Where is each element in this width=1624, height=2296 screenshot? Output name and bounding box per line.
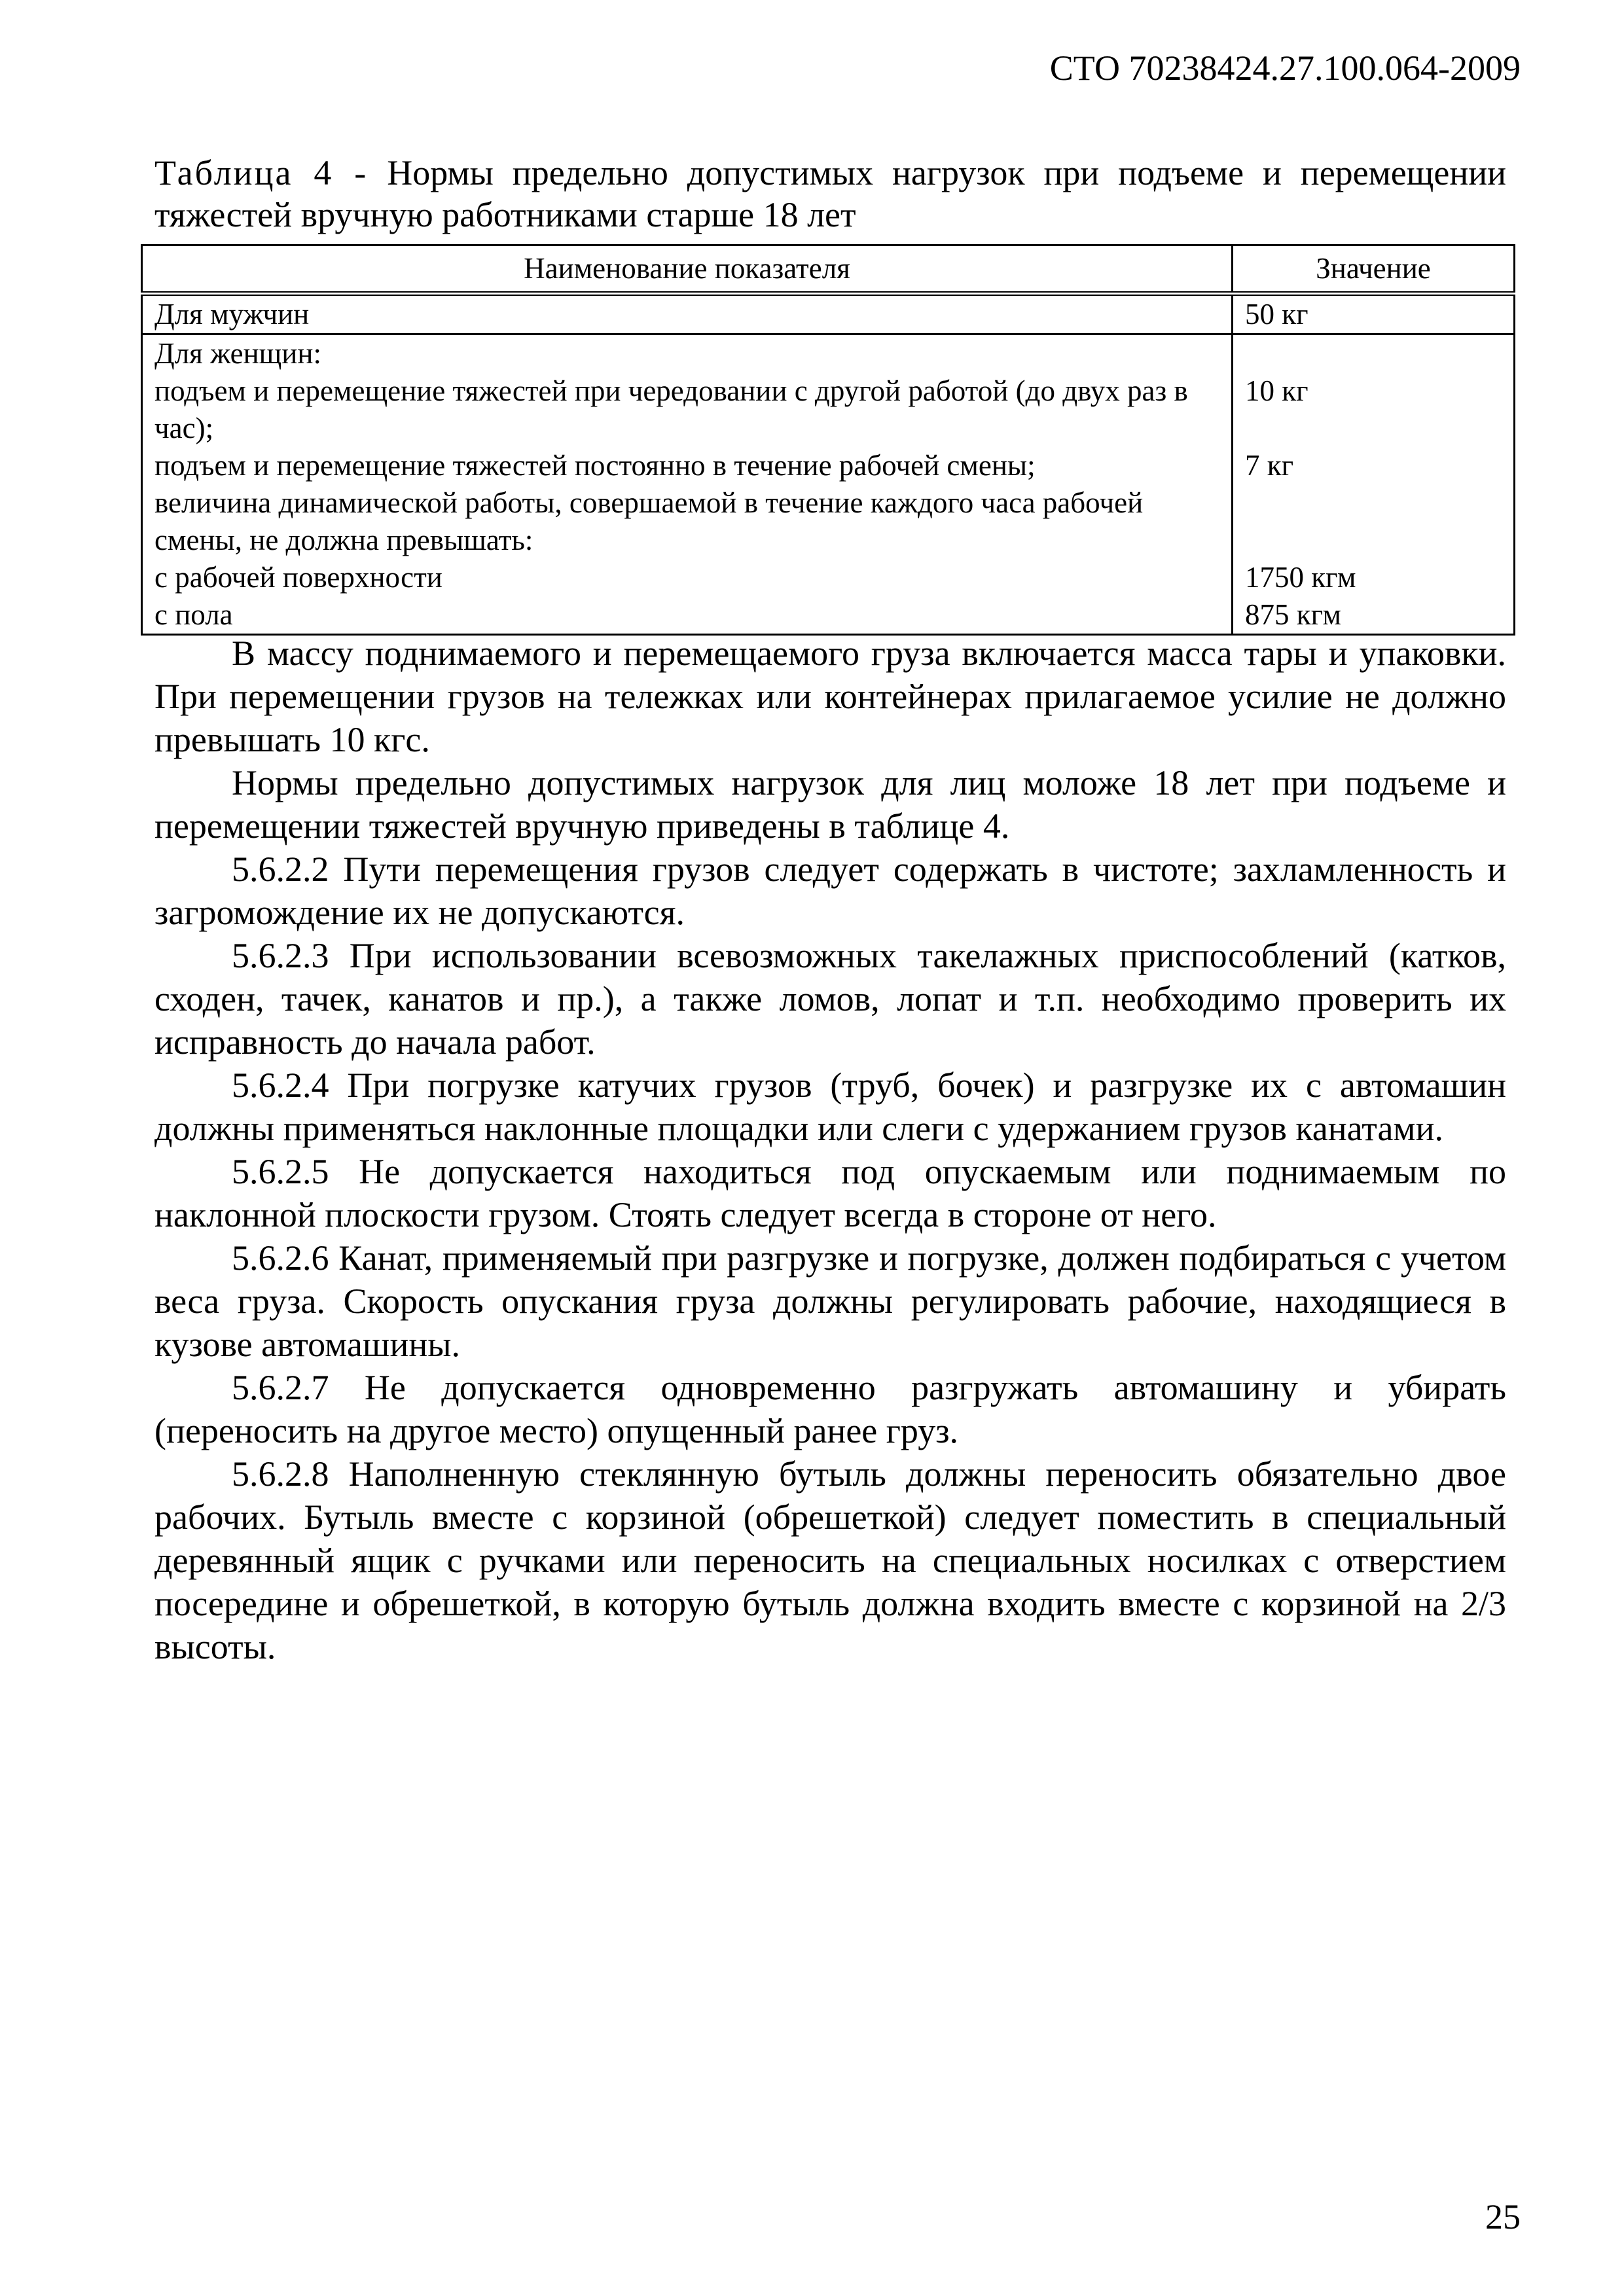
document-header: СТО 70238424.27.100.064-2009: [1049, 48, 1521, 88]
paragraph-5-6-2-6: 5.6.2.6 Канат, применяемый при разгрузке и погрузке, должен подбираться с учетом веса груза. Скорость опускания груза должны регулировать рабочие, находящиеся в кузове автомашины.: [154, 1238, 1506, 1364]
women-constant-text: подъем и перемещение тяжестей постоянно в течение рабочей смены;: [154, 449, 1036, 482]
paragraph-5-6-2-2: 5.6.2.2 Пути перемещения грузов следует содержать в чистоте; захламленность и загромождение их не допускаются.: [154, 850, 1506, 932]
women-indicators: [142, 334, 1233, 635]
men-value: 50 кг: [1233, 294, 1515, 334]
column-header-indicator: Наименование показателя: [142, 245, 1233, 294]
women-label: Для женщин:: [154, 337, 321, 370]
paragraph-under-18-norms: Нормы предельно допустимых нагрузок для лиц моложе 18 лет при подъеме и перемещении тяжестей вручную приведены в таблице 4.: [154, 763, 1506, 846]
women-floor-text: с пола: [154, 598, 233, 631]
paragraph-5-6-2-3: 5.6.2.3 При использовании всевозможных такелажных приспособлений (катков, сходен, тачек, канатов и пр.), а также ломов, лопат и т.п. необходимо проверить их исправность до начала работ.: [154, 936, 1506, 1062]
paragraph-5-6-2-5: 5.6.2.5 Не допускается находиться под опускаемым или поднимаемым по наклонной плоскости грузом. Стоять следует всегда в стороне от него.: [154, 1152, 1506, 1234]
women-alternating-value: 10 кг: [1245, 374, 1308, 407]
paragraph-cargo-mass: В массу поднимаемого и перемещаемого груза включается масса тары и упаковки. При перемещении грузов на тележках или контейнерах прилагаемое усилие не должно превышать 10 кгс.: [154, 634, 1506, 759]
spacer: [1245, 410, 1502, 447]
women-surface-text: с рабочей поверхности: [154, 561, 442, 594]
paragraph-5-6-2-7: 5.6.2.7 Не допускается одновременно разгружать автомашину и убирать (переносить на другое место) опущенный ранее груз.: [154, 1368, 1506, 1450]
paragraph-5-6-2-4: 5.6.2.4 При погрузке катучих грузов (труб, бочек) и разгрузке их с автомашин должны применяться наклонные площадки или слеги с удержанием грузов канатами.: [154, 1066, 1506, 1148]
table-row-women: [142, 334, 1515, 635]
body-text: [154, 632, 1506, 1668]
page-number: 25: [1485, 2197, 1521, 2236]
table-caption-label: Таблица 4 -: [154, 153, 369, 192]
table-caption: [154, 152, 1506, 236]
spacer: [1245, 484, 1502, 522]
women-values: [1233, 334, 1515, 635]
table-header-row: [142, 245, 1515, 294]
women-constant-value: 7 кг: [1245, 449, 1294, 482]
column-header-value: Значение: [1233, 245, 1515, 294]
women-surface-value: 1750 кгм: [1245, 561, 1356, 594]
women-alternating-text: подъем и перемещение тяжестей при чередовании с другой работой (до двух раз в час);: [154, 374, 1188, 444]
spacer: [1245, 335, 1502, 372]
women-floor-value: 875 кгм: [1245, 598, 1341, 631]
men-label: Для мужчин: [142, 294, 1233, 334]
table-caption-text: Нормы предельно допустимых нагрузок при подъеме и перемещении тяжестей вручную работниками старше 18 лет: [154, 153, 1507, 234]
paragraph-5-6-2-8: 5.6.2.8 Наполненную стеклянную бутыль должны переносить обязательно двое рабочих. Бутыль вместе с корзиной (обрешеткой) следует поместить в специальный деревянный ящик с ручками или переносить на специальных носилках с отверстием посередине и обрешеткой, в которую бутыль должна входить вместе с корзиной на 2/3 высоты.: [154, 1454, 1506, 1666]
table-row-men: [142, 294, 1515, 334]
spacer: [1245, 522, 1502, 559]
women-dynamic-text: величина динамической работы, совершаемой в течение каждого часа рабочей смены, не должна превышать:: [154, 486, 1144, 556]
load-norms-table: [141, 244, 1515, 636]
